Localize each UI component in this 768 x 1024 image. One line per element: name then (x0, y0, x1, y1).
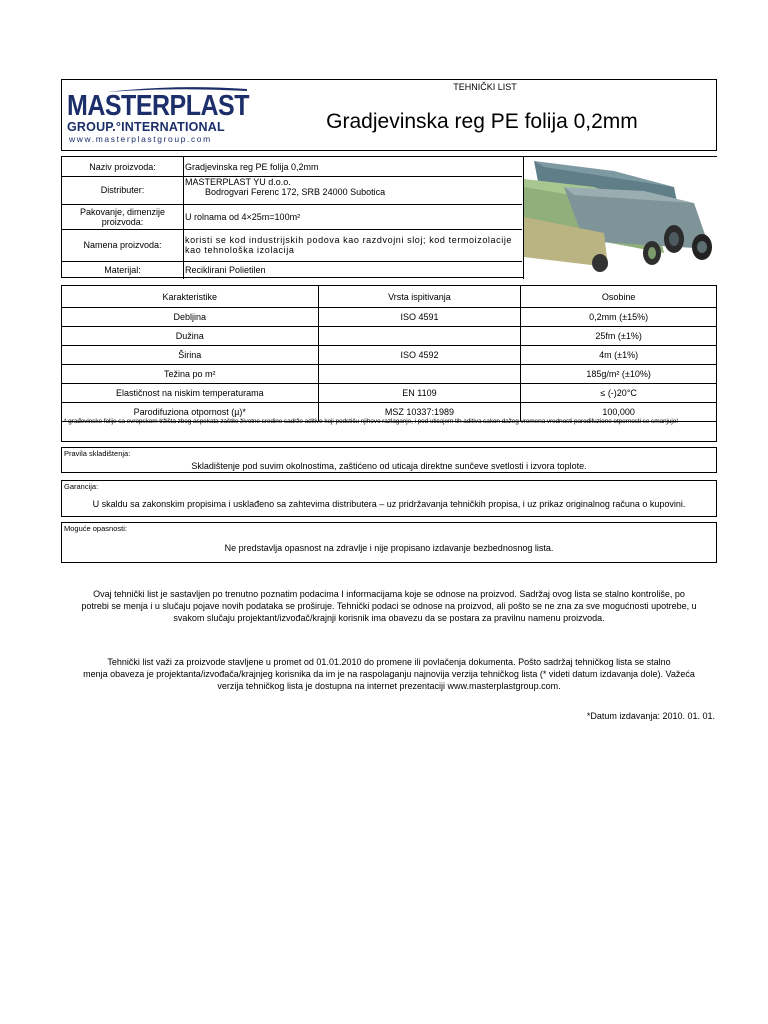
info-label: Materijal: (62, 261, 184, 279)
table-cell: ISO 4591 (318, 308, 521, 327)
table-header-row (62, 286, 717, 308)
info-label: Pakovanje, dimenzije proizvoda: (62, 204, 184, 229)
paragraph-line: verzija tehničkog lista je dostupna na internet prezentaciji www.masterplastgroup.com. (217, 681, 561, 691)
paragraph-line: svakom slučaju projektant/izvođač/krajnji korisnik ima obavezu da se postara za pravilnu namenu proizvoda. (173, 613, 605, 623)
info-label: Naziv proizvoda: (62, 157, 184, 176)
document-type-label: TEHNIČKI LIST (453, 82, 517, 92)
table-row (62, 384, 717, 403)
table-cell: 25fm (±1%) (521, 327, 717, 346)
rolled-plastic-film-photo (523, 157, 717, 279)
logo-line-1: MASTERPLAST (67, 89, 249, 122)
logo-line-2: GROUP.°INTERNATIONAL (67, 120, 225, 134)
table-cell: 185g/m² (±10%) (521, 365, 717, 384)
table-cell: Debljina (62, 308, 319, 327)
disclaimer-paragraph (61, 588, 717, 624)
table-cell: Težina po m² (62, 365, 319, 384)
info-value-text: Gradjevinska reg PE folija 0,2mm (185, 161, 319, 172)
info-value-text: U rolnama od 4×25m=100m² (185, 211, 301, 222)
info-value-text-2: kao tehnološka izolacija (185, 245, 295, 255)
table-cell: ISO 4592 (318, 346, 521, 365)
paragraph-line: potrebi se menja i u slučaju pojave novih podataka se proširuje. Tehnički podaci se odnose na proizvod, ali pošto se ne zna za sve mogućnosti upotrebe, u (81, 601, 697, 611)
section-text: Ne predstavlja opasnost na zdravlje i nije propisano izdavanje bezbednosnog lista. (224, 543, 554, 553)
table-row (62, 327, 717, 346)
table-row (62, 365, 717, 384)
info-value (185, 176, 521, 205)
masterplast-logo (67, 88, 247, 146)
document-header (61, 79, 717, 151)
section-label: Pravila skladištenja: (64, 449, 131, 458)
column-header: Osobine (521, 286, 717, 308)
paragraph-line: Ovaj tehnički list je sastavljen po trenutno poznatim podacima I informacijama koje se odnose na proizvod. Sadržaj ovog lista se stalno kontroliše, po (93, 589, 685, 599)
specifications-table (61, 285, 717, 422)
table-cell: 100,000 (521, 403, 717, 422)
info-label: Namena proizvoda: (62, 229, 184, 261)
product-info-table (61, 156, 717, 278)
section-text: Skladištenje pod suvim okolnostima, zaštićeno od uticaja direktne sunčeve svetlosti i izvora toplote. (191, 461, 587, 471)
product-title: Gradjevinska reg PE folija 0,2mm (326, 110, 638, 133)
table-row (62, 346, 717, 365)
table-cell: ≤ (-)20°C (521, 384, 717, 403)
storage-section (61, 447, 717, 473)
table-cell: Dužina (62, 327, 319, 346)
specs-footnote: * građevinske folije sa evropskom tržišta zbog aspekata zaštite životne sredine sadrže aditive koji podstiču njihovo razlaganje, i pod uticajem tih aditiva sakon dažeg vremena vrednosti parodifuzione otpornosti se smanjuje! (61, 417, 717, 442)
column-header: Karakteristike (62, 286, 319, 308)
info-value-text: MASTERPLAST YU d.o.o. (185, 177, 291, 187)
hazards-section (61, 522, 717, 563)
table-cell: 4m (±1%) (521, 346, 717, 365)
table-cell (318, 365, 521, 384)
table-cell: MSZ 10337:1989 (318, 403, 521, 422)
table-cell: Parodifuziona otpornost (µ)* (62, 403, 319, 422)
validity-paragraph (61, 656, 717, 692)
info-value (185, 157, 521, 176)
info-row-packaging (62, 204, 522, 230)
section-label: Moguće opasnosti: (64, 524, 127, 533)
info-value-address: Bodrogvari Ferenc 172, SRB 24000 Subotica (205, 187, 386, 197)
column-header: Vrsta ispitivanja (318, 286, 521, 308)
info-label: Distributer: (62, 176, 184, 204)
info-row-purpose (62, 229, 522, 262)
issue-date: *Datum izdavanja: 2010. 01. 01. (586, 711, 715, 721)
info-value-text: koristi se kod industrijskih podova kao razdvojni sloj; kod termoizolacije (185, 235, 513, 245)
table-cell: Elastičnost na niskim temperaturama (62, 384, 319, 403)
info-value (185, 204, 521, 229)
paragraph-line: Tehnički list važi za proizvode stavljene u promet od 01.01.2010 do promene ili povlačenja dokumenta. Pošto sadržaj tehničkog lista se stalno (107, 657, 671, 667)
table-cell (318, 327, 521, 346)
table-cell: Širina (62, 346, 319, 365)
section-label: Garancija: (64, 482, 99, 491)
info-value (185, 229, 521, 261)
guarantee-section (61, 480, 717, 517)
section-text: U skaldu sa zakonskim propisima i usklađeno sa zahtevima distributera – uz pridržavanja tehničkih propisa, i uz prikaz originalnog računa o kupovini. (92, 499, 686, 509)
table-cell: 0,2mm (±15%) (521, 308, 717, 327)
paragraph-line: menja obaveza je projektanta/izvođača/krajnjeg korisnika da im je na raspolaganju najnovija verzija tehničkog lista (* videti datum izdavanja dole). Važeća (83, 669, 695, 679)
info-row-distributor (62, 176, 522, 205)
table-cell: EN 1109 (318, 384, 521, 403)
info-value-text: Reciklirani Polietilen (185, 265, 266, 275)
info-row-name (62, 157, 522, 177)
table-row (62, 308, 717, 327)
logo-line-3: www.masterplastgroup.com (69, 134, 212, 144)
info-value (185, 261, 521, 279)
info-row-material (62, 261, 522, 279)
